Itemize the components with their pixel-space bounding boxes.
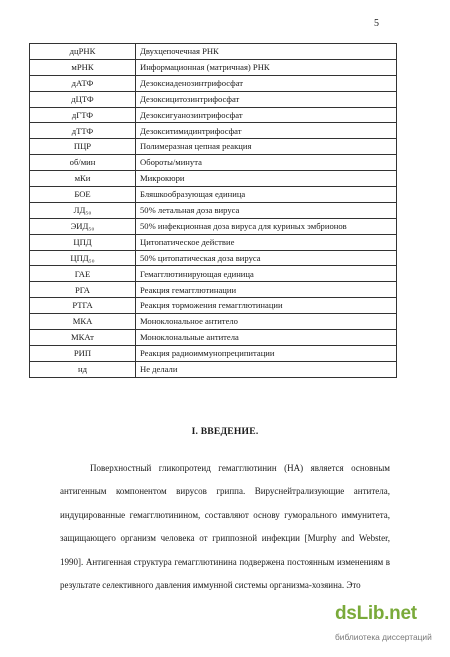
abbreviation-definition: Микрокюри (136, 171, 397, 187)
abbreviation-definition: Моноклональные антитела (136, 330, 397, 346)
abbreviation-term: дцРНК (30, 44, 136, 60)
table-row (30, 234, 397, 250)
abbreviation-definition: Полимеразная цепная реакция (136, 139, 397, 155)
abbreviation-definition: Реакция торможения гемагглютинации (136, 298, 397, 314)
abbreviation-definition: Бляшкообразующая единица (136, 187, 397, 203)
table-row (30, 345, 397, 361)
abbreviation-definition: Обороты/минута (136, 155, 397, 171)
abbreviation-definition: 50% цитопатическая доза вируса (136, 250, 397, 266)
table-row (30, 75, 397, 91)
abbreviation-definition: Дезоксиаденозинтрифосфат (136, 75, 397, 91)
table-row (30, 298, 397, 314)
watermark-logo: dsLib.net (335, 603, 417, 624)
abbreviation-term: РИП (30, 345, 136, 361)
table-row (30, 139, 397, 155)
abbreviation-definition: 50% инфекционная доза вируса для куриных эмбрионов (136, 218, 397, 234)
abbreviation-definition: Дезокситимидинтрифосфат (136, 123, 397, 139)
abbreviation-term: МКАт (30, 330, 136, 346)
abbreviation-definition: 50% летальная доза вируса (136, 202, 397, 218)
abbreviation-term: ЭИД₅₀ (30, 218, 136, 234)
table-row (30, 107, 397, 123)
abbreviation-definition: Цитопатическое действие (136, 234, 397, 250)
abbreviation-term: БОЕ (30, 187, 136, 203)
abbreviation-definition: Дезоксигуанозинтрифосфат (136, 107, 397, 123)
abbreviation-definition: Двухцепочечная РНК (136, 44, 397, 60)
abbreviation-term: дГТФ (30, 107, 136, 123)
abbreviations-table-body (30, 44, 397, 378)
abbreviation-term: мРНК (30, 59, 136, 75)
abbreviation-definition: Реакция радиоиммунопреципитации (136, 345, 397, 361)
introduction-text (60, 457, 390, 597)
table-row (30, 187, 397, 203)
table-row (30, 44, 397, 60)
abbreviation-term: нд (30, 361, 136, 377)
introduction-paragraph: Поверхностный гликопротеид гемагглютинин (НА) является основным антигенным компонентом вирусов гриппа. Вируснейтрализующие антитела, индуцированные гемагглютинином, составляют основу гуморального иммунитета, защищающего организм человека от гриппозной инфекции [Murphy and Webster, 1990]. Антигенная структура гемагглютинина подвержена постоянным изменениям в результате селективного давления иммунной системы организма-хозяина. Это (60, 463, 390, 591)
abbreviation-term: мКи (30, 171, 136, 187)
abbreviation-term: МКА (30, 314, 136, 330)
abbreviation-term: РГА (30, 282, 136, 298)
table-row (30, 330, 397, 346)
table-row (30, 266, 397, 282)
table-row (30, 218, 397, 234)
table-row (30, 123, 397, 139)
abbreviation-definition: Информационная (матричная) РНК (136, 59, 397, 75)
table-row (30, 155, 397, 171)
abbreviation-term: ПЦР (30, 139, 136, 155)
abbreviations-table (29, 43, 397, 378)
abbreviation-definition: Не делали (136, 361, 397, 377)
abbreviation-definition: Дезоксицитозинтрифосфат (136, 91, 397, 107)
abbreviation-term: ЦПД₅₀ (30, 250, 136, 266)
abbreviation-term: об/мин (30, 155, 136, 171)
abbreviation-definition: Гемагглютинирующая единица (136, 266, 397, 282)
abbreviation-definition: Реакция гемагглютинации (136, 282, 397, 298)
watermark-subtitle: библиотека диссертаций (335, 632, 432, 642)
section-heading: I. ВВЕДЕНИЕ. (191, 426, 259, 437)
table-row (30, 202, 397, 218)
page-number: 5 (374, 18, 379, 29)
abbreviation-term: РТГА (30, 298, 136, 314)
abbreviation-term: ЦПД (30, 234, 136, 250)
abbreviation-term: ГАЕ (30, 266, 136, 282)
table-row (30, 91, 397, 107)
table-row (30, 59, 397, 75)
table-row (30, 361, 397, 377)
table-row (30, 282, 397, 298)
abbreviation-definition: Моноклональное антитело (136, 314, 397, 330)
table-row (30, 250, 397, 266)
abbreviation-term: дЦТФ (30, 91, 136, 107)
table-row (30, 314, 397, 330)
table-row (30, 171, 397, 187)
abbreviation-term: ЛД₅₀ (30, 202, 136, 218)
abbreviation-term: дТТФ (30, 123, 136, 139)
watermark (335, 603, 445, 653)
abbreviation-term: дАТФ (30, 75, 136, 91)
